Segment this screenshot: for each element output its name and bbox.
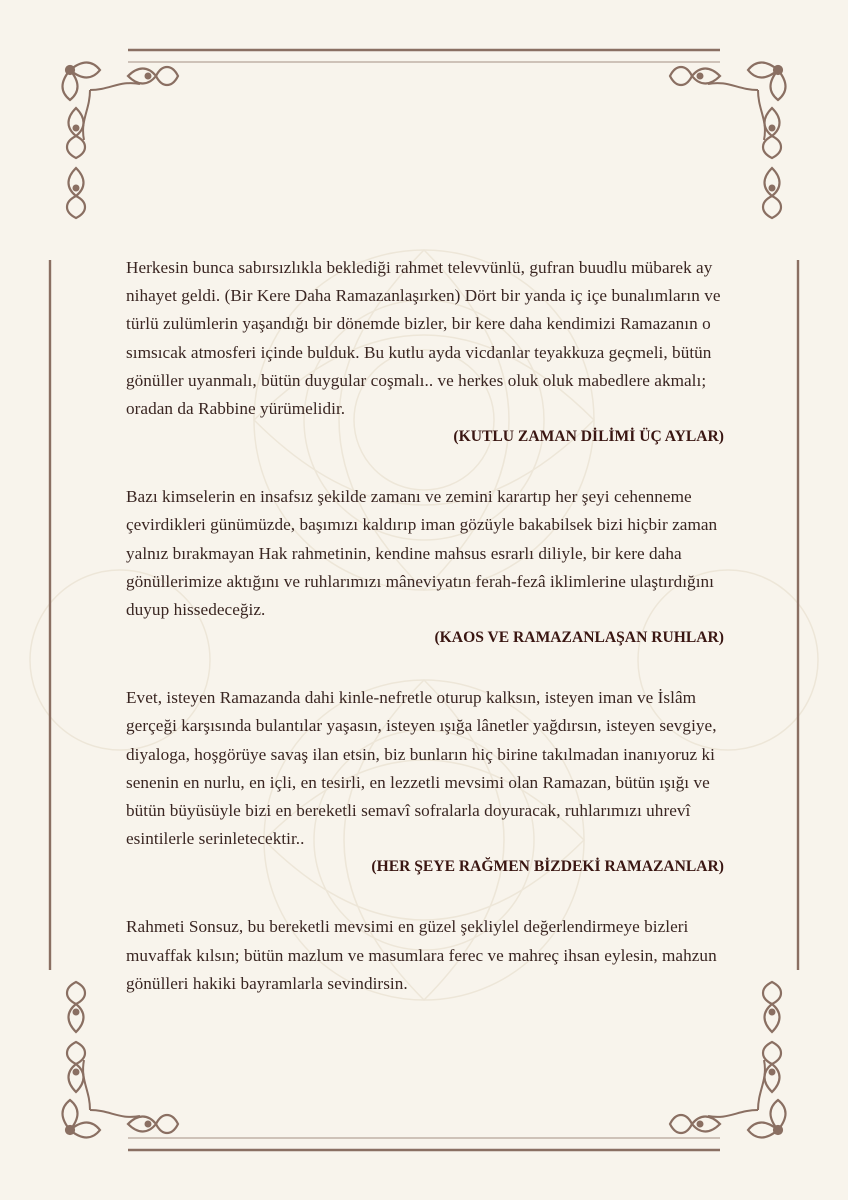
source-citation-1: (KUTLU ZAMAN DİLİMİ ÜÇ AYLAR) (453, 428, 724, 446)
paragraph-3: Evet, isteyen Ramazanda dahi kinle-nefretle oturup kalksın, isteyen iman ve İslâm gerçeği karşısında bulantılar yaşasın, isteyen ışığa lânetler yağdırsın, isteyen sevgiye, diyaloga, hoşgörüye savaş ilan etsin, biz bunların hiç birine takılmadan inanıyoruz ki senenin en nurlu, en içli, en tesirli, en lezzetli mevsimi olan Ramazan, bütün ışığı ve bütün büyüsüyle bizi en bereketli semavî sofralarla doyuracak, ruhlarımızı uhrevî esintilerle serinletecektir.. (126, 688, 717, 849)
source-citation-3: (HER ŞEYE RAĞMEN BİZDEKİ RAMAZANLAR) (371, 858, 724, 876)
article-body (126, 254, 736, 998)
paragraph-2: Bazı kimselerin en insafsız şekilde zamanı ve zemini karartıp her şeyi cehenneme çevirdikleri günümüzde, başımızı kaldırıp iman gözüyle bakabilsek bizi hiçbir zaman yalnız bırakmayan Hak rahmetinin, kendine mahsus esrarlı diliyle, bir kere daha gönüllerimize aktığını ve ruhlarımızı mâneviyatın ferah-fezâ iklimlerine ulaştırdığını duyup hissedeceğiz. (126, 487, 718, 620)
section-2 (126, 483, 736, 652)
source-citation-2: (KAOS VE RAMAZANLAŞAN RUHLAR) (434, 629, 724, 647)
section-4 (126, 913, 736, 998)
section-3 (126, 684, 736, 881)
section-1 (126, 254, 736, 451)
paragraph-1: Herkesin bunca sabırsızlıkla beklediği rahmet televvünlü, gufran buudlu mübarek ay nihayet geldi. (Bir Kere Daha Ramazanlaşırken) Dört bir yanda iç içe bunalımların ve türlü zulümlerin yaşandığı bir dönemde bizler, bir kere daha kendimizi Ramazanın o sımsıcak atmosferi içinde bulduk. Bu kutlu ayda vicdanlar teyakkuza geçmeli, bütün gönüller uyanmalı, bütün duygular coşmalı.. ve herkes oluk oluk mabedlere akmalı; oradan da Rabbine yürümelidir. (126, 258, 721, 419)
paragraph-4: Rahmeti Sonsuz, bu bereketli mevsimi en güzel şekliylel değerlendirmeye bizleri muvaffak kılsın; bütün mazlum ve masumlara ferec ve mahreç ihsan eylesin, mahzun gönülleri hakiki bayramlarla sevindirsin. (126, 917, 717, 993)
